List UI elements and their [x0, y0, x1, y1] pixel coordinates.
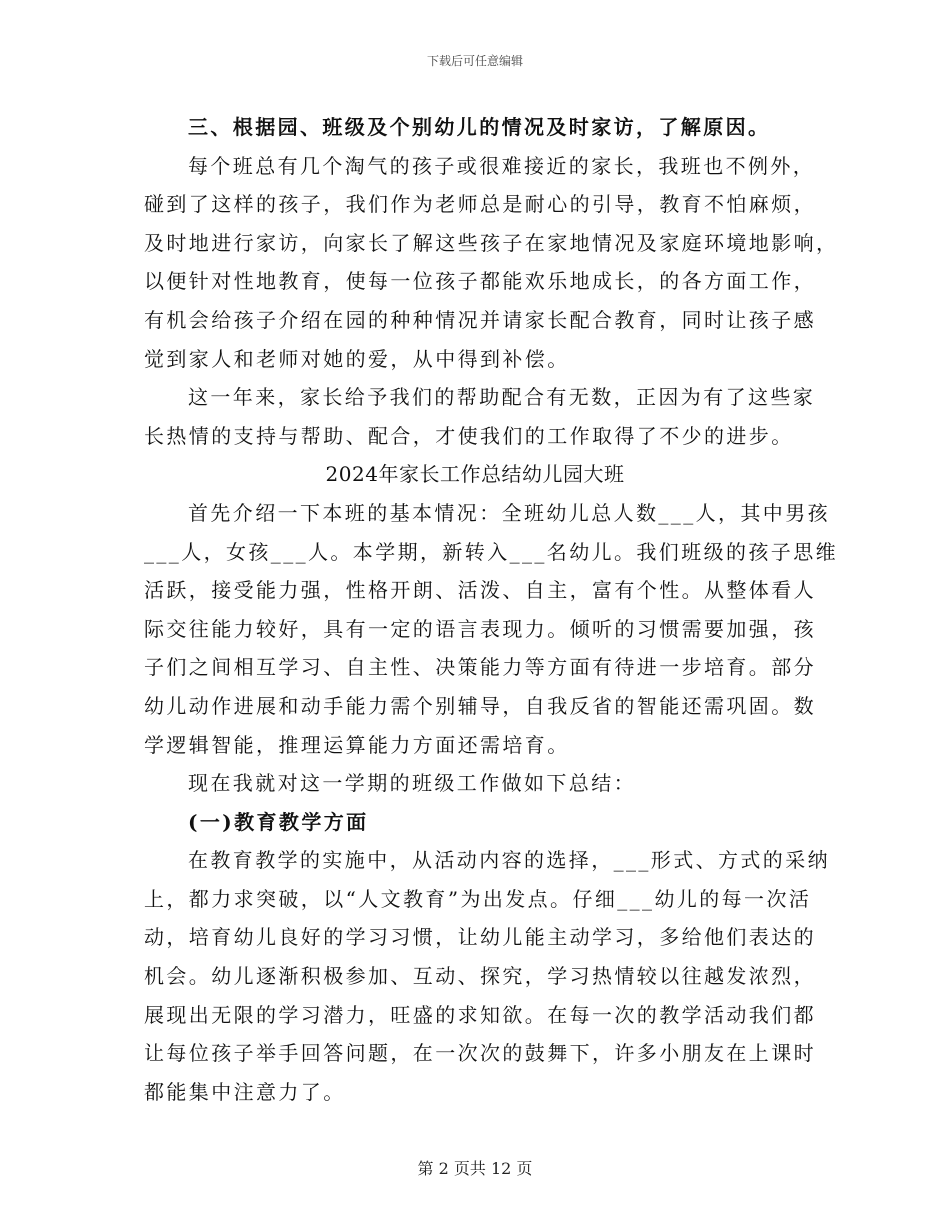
paragraph-line: 碰到了这样的孩子，我们作为老师总是耐心的引导，教育不怕麻烦， — [144, 192, 816, 217]
paragraph-line: 这一年来，家长给予我们的帮助配合有无数，正因为有了这些家 — [188, 385, 816, 410]
paragraph-line: 机会。幼儿逐渐积极参加、互动、探究，学习热情较以往越发浓烈， — [144, 964, 816, 989]
paragraph-line: 子们之间相互学习、自主性、决策能力等方面有待进一步培育。部分 — [144, 655, 816, 680]
paragraph-line: 展现出无限的学习潜力，旺盛的求知欲。在每一次的教学活动我们都 — [144, 1002, 816, 1027]
paragraph-line: 动，培育幼儿良好的学习习惯，让幼儿能主动学习，多给他们表达的 — [144, 925, 816, 950]
document-body — [144, 108, 839, 1111]
paragraph-line: 在教育教学的实施中，从活动内容的选择，___形式、方式的采纳 — [188, 848, 830, 873]
paragraph-line: 每个班总有几个淘气的孩子或很难接近的家长，我班也不例外， — [188, 153, 816, 178]
document-title: 2024年家长工作总结幼儿园大班 — [325, 462, 625, 487]
paragraph-line: 学逻辑智能，推理运算能力方面还需培育。 — [144, 732, 570, 757]
paragraph-line: ___人，女孩___人。本学期，新转入___名幼儿。我们班级的孩子思维 — [144, 539, 838, 564]
paragraph-line: 觉到家人和老师对她的爱，从中得到补偿。 — [144, 346, 570, 371]
paragraph-line: 际交往能力较好，具有一定的语言表现力。倾听的习惯需要加强，孩 — [144, 616, 816, 641]
paragraph-line: 现在我就对这一学期的班级工作做如下总结： — [188, 771, 636, 796]
paragraph-line: 都能集中注意力了。 — [144, 1079, 346, 1104]
paragraph-line: 及时地进行家访，向家长了解这些孩子在家地情况及家庭环境地影响， — [144, 230, 839, 255]
paragraph-line: 活跃，接受能力强，性格开朗、活泼、自主，富有个性。从整体看人 — [144, 578, 816, 603]
paragraph-line: 首先介绍一下本班的基本情况：全班幼儿总人数___人，其中男孩 — [188, 500, 830, 525]
page-header: 下载后可任意编辑 — [426, 54, 523, 68]
paragraph-line: 让每位孩子举手回答问题，在一次次的鼓舞下，许多小朋友在上课时 — [144, 1041, 816, 1066]
paragraph-line: 幼儿动作进展和动手能力需个别辅导，自我反省的智能还需巩固。数 — [144, 693, 816, 718]
section-heading-1: (一)教育教学方面 — [188, 809, 369, 834]
section-heading-3: 三、根据园、班级及个别幼儿的情况及时家访，了解原因。 — [188, 115, 771, 139]
paragraph-line: 以便针对性地教育，使每一位孩子都能欢乐地成长，的各方面工作， — [144, 269, 816, 294]
page-number: 第 2 页共 12 页 — [417, 1159, 533, 1178]
paragraph-line: 有机会给孩子介绍在园的种种情况并请家长配合教育，同时让孩子感 — [144, 307, 816, 332]
paragraph-line: 长热情的支持与帮助、配合，才使我们的工作取得了不少的进步。 — [144, 423, 794, 448]
paragraph-line: 上，都力求突破，以“人文教育”为出发点。仔细___幼儿的每一次活 — [144, 886, 812, 911]
